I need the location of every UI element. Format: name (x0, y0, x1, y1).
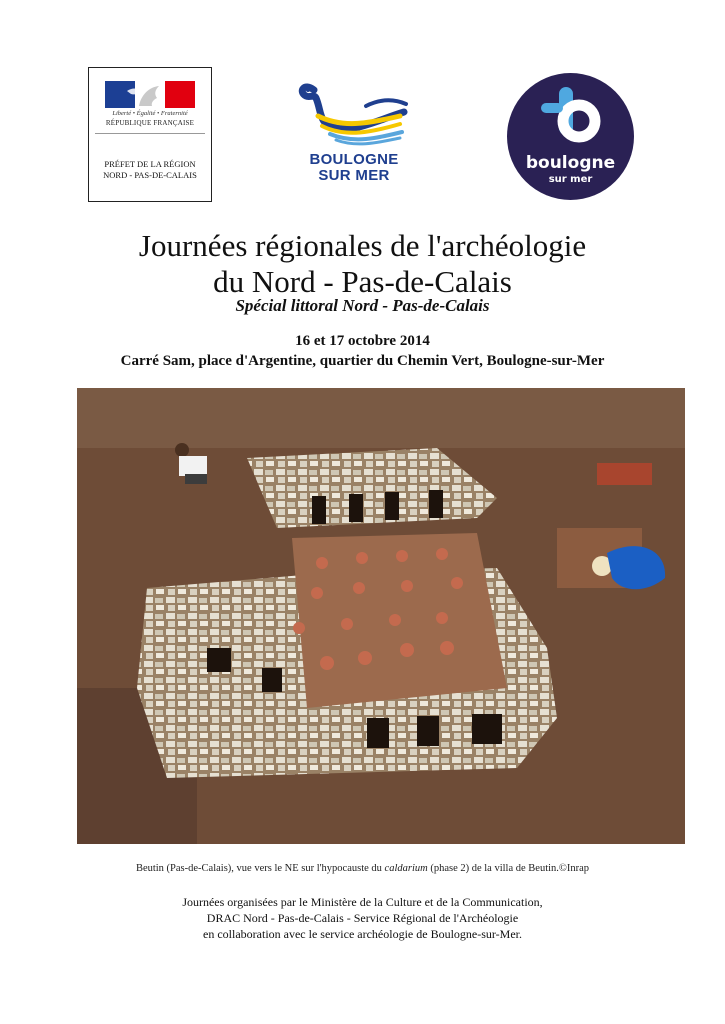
prefecture-divider (95, 133, 205, 134)
page-title-line1: Journées régionales de l'archéologie (138, 228, 587, 263)
event-date: 16 et 17 octobre 2014 (295, 333, 430, 349)
organizers-line1: Journées organisées par le Ministère de la Culture et de la Communication, (182, 895, 543, 909)
prefet-title-line2: NORD - PAS-DE-CALAIS (103, 170, 197, 180)
event-venue: Carré Sam, place d'Argentine, quartier du Chemin Vert, Boulogne-sur-Mer (120, 353, 605, 369)
swan-logo-line2: SUR MER (318, 167, 390, 184)
page-title-line2: du Nord - Pas-de-Calais (213, 264, 512, 299)
republique-francaise-label: RÉPUBLIQUE FRANÇAISE (105, 119, 195, 127)
photo-caption (0, 863, 725, 874)
round-logo-sub: sur mer (548, 174, 593, 185)
b-letter-icon (507, 73, 634, 153)
caption-italic: caldarium (384, 863, 428, 874)
marianne-flag-icon (105, 81, 195, 108)
excavation-photo (77, 388, 685, 844)
organizers-line3: en collaboration avec le service archéologie de Boulogne-sur-Mer. (203, 927, 522, 941)
organizers-block (0, 894, 725, 942)
organizers-line2: DRAC Nord - Pas-de-Calais - Service Régional de l'Archéologie (206, 911, 519, 925)
swan-icon (296, 76, 412, 148)
prefet-title (89, 159, 211, 181)
prefet-title-line1: PRÉFET DE LA RÉGION (104, 159, 196, 169)
prefecture-logo (88, 67, 212, 202)
swan-logo-line1: BOULOGNE (309, 151, 399, 168)
caption-text-end: (phase 2) de la villa de Beutin.©Inrap (427, 863, 590, 874)
round-logo-name: boulogne (525, 153, 616, 173)
prefecture-motto: Liberté • Égalité • Fraternité (112, 110, 188, 117)
page-subtitle: Spécial littoral Nord - Pas-de-Calais (235, 296, 490, 315)
boulogne-round-logo (507, 73, 634, 200)
caption-text-start: Beutin (Pas-de-Calais), vue vers le NE sur l'hypocauste du (135, 863, 385, 874)
boulogne-swan-logo (296, 76, 412, 186)
